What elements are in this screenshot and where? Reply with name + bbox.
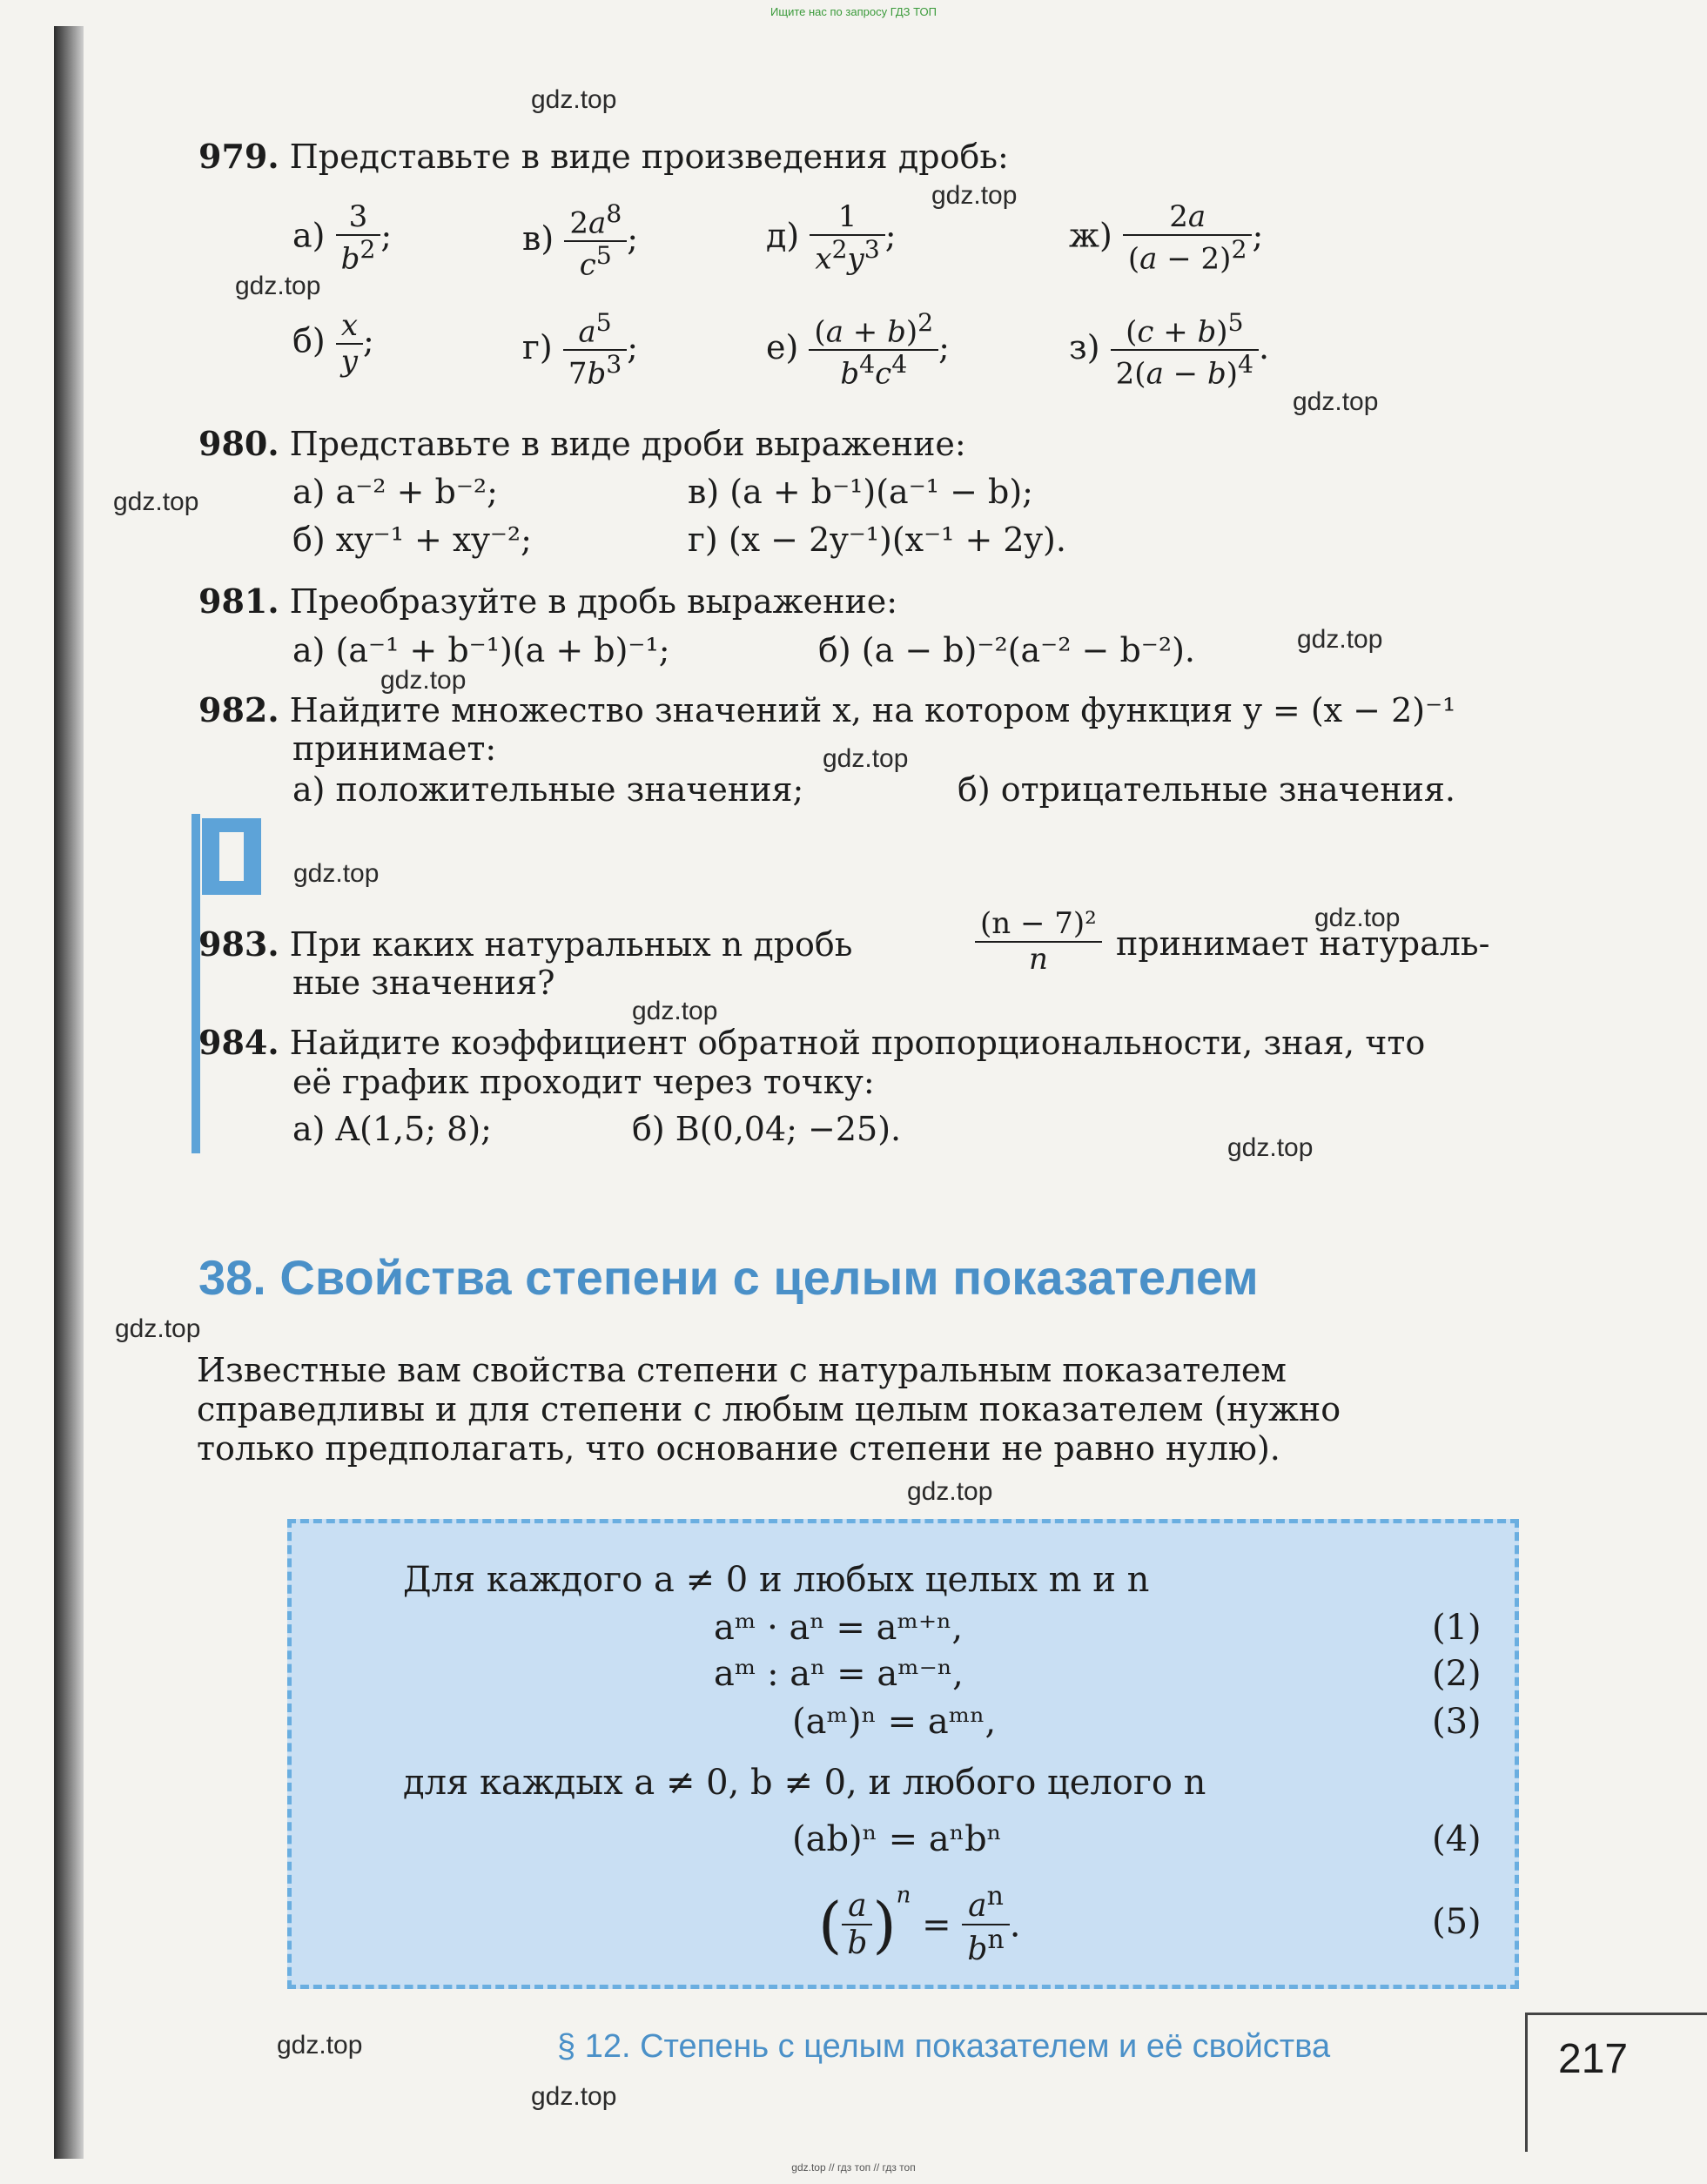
exercise-983-title: 983. При каких натуральных n дробь [198, 924, 853, 964]
ex982-a: а) положительные значения; [292, 770, 804, 809]
formula-1-number: (1) [1432, 1608, 1482, 1648]
box-lead-2: для каждых a ≠ 0, b ≠ 0, и любого целого n [403, 1763, 1206, 1803]
ex984-a: а) A(1,5; 8); [292, 1110, 492, 1148]
top-note: Ищите нас по запросу ГДЗ ТОП [770, 5, 937, 18]
watermark: gdz.top [531, 85, 617, 114]
fraction: $\frac{2a}{(a - 2)^2}$ [1123, 200, 1253, 277]
exercise-981-title: 981. Преобразуйте в дробь выражение: [198, 581, 898, 621]
ex980-b: б) xy⁻¹ + xy⁻²; [292, 521, 532, 559]
watermark: gdz.top [531, 2082, 617, 2111]
ex983-text2: ные значения? [292, 964, 555, 1002]
footer-rule-vertical [1525, 2013, 1528, 2152]
ex979-g: г) $\frac{a^5}{7b^3}$ ; [522, 308, 639, 392]
ex979-b: б) $\frac{x}{y}$ ; [292, 308, 374, 380]
section-heading: 38. Свойства степени с целым показателем [198, 1250, 1259, 1305]
exercise-979-title: 979. Представьте в виде произведения дробь: [198, 137, 1009, 176]
ex980-v: в) (a + b⁻¹)(a⁻¹ − b); [688, 473, 1033, 511]
watermark: gdz.top [113, 487, 199, 516]
formula-3-number: (3) [1432, 1702, 1482, 1742]
watermark: gdz.top [235, 272, 321, 300]
watermark: gdz.top [1297, 625, 1383, 654]
formula-4: (ab)ⁿ = aⁿbⁿ [792, 1819, 1002, 1859]
footer-rule [1528, 2013, 1707, 2015]
ex983-fraction: $\frac{\text{(n − 7)²}}{n}$ [975, 907, 1102, 977]
ex984-text2: её график проходит через точку: [292, 1063, 875, 1101]
ex979-a: а) $\frac{3}{b^2}$ ; [292, 199, 393, 277]
exercise-group-bar [192, 814, 200, 1153]
fraction: $\frac{(a + b)^2}{b^4c^4}$ [809, 309, 938, 392]
fraction: $\frac{2a^8}{c^5}$ [564, 200, 627, 283]
bottom-note: gdz.top // гдз топ // гдз топ [791, 2161, 916, 2174]
formula-4-number: (4) [1432, 1819, 1482, 1859]
fraction: $\frac{a^5}{7b^3}$ [563, 309, 627, 392]
book-spine-shadow [54, 26, 84, 2159]
formula-5-number: (5) [1432, 1902, 1482, 1942]
ex980-a: а) a⁻² + b⁻²; [292, 473, 498, 511]
watermark: gdz.top [1227, 1133, 1314, 1162]
watermark: gdz.top [1293, 387, 1379, 416]
box-lead-1: Для каждого a ≠ 0 и любых целых m и n [403, 1560, 1150, 1600]
ex983-text-after: принимает натураль- [1116, 924, 1490, 963]
page-number: 217 [1558, 2036, 1629, 2082]
intro-line-2: справедливы и для степени с любым целым показателем (нужно [197, 1390, 1341, 1428]
watermark: gdz.top [380, 666, 467, 695]
fraction: $\frac{x}{y}$ [336, 309, 363, 379]
watermark: gdz.top [115, 1314, 201, 1343]
watermark: gdz.top [277, 2031, 363, 2060]
ex979-z: з) $\frac{(c + b)^5}{2(a - b)^4}$ . [1069, 308, 1270, 392]
formula-5: ( $\frac{a}{b}$ )$^n$ = $\frac{a^n}{b^n}$ . [818, 1881, 1021, 1968]
watermark: gdz.top [632, 997, 718, 1025]
intro-line-3: только предполагать, что основание степени не равно нулю). [197, 1429, 1280, 1468]
exercise-984-title: 984. Найдите коэффициент обратной пропорциональности, зная, что [198, 1023, 1426, 1062]
ex981-a: а) (a⁻¹ + b⁻¹)(a + b)⁻¹; [292, 631, 670, 669]
fraction: $\frac{(c + b)^5}{2(a - b)^4}$ [1111, 309, 1259, 392]
ex984-b: б) B(0,04; −25). [632, 1110, 902, 1148]
footer-chapter-title: § 12. Степень с целым показателем и её свойства [557, 2028, 1331, 2065]
exercise-980-title: 980. Представьте в виде дроби выражение: [198, 424, 966, 463]
fraction: $\frac{3}{b^2}$ [336, 200, 381, 277]
ex979-d: д) $\frac{1}{x^2y^3}$ ; [766, 199, 897, 277]
ex979-e: е) $\frac{(a + b)^2}{b^4c^4}$ ; [766, 308, 950, 392]
difficulty-marker-icon [202, 818, 261, 895]
formula-3: (aᵐ)ⁿ = aᵐⁿ, [792, 1702, 997, 1742]
watermark: gdz.top [907, 1477, 993, 1506]
ex979-v: в) $\frac{2a^8}{c^5}$ ; [522, 199, 639, 283]
exercise-982-title: 982. Найдите множество значений x, на котором функция y = (x − 2)⁻¹ [198, 690, 1456, 729]
fraction: $\frac{1}{x^2y^3}$ [810, 200, 884, 277]
ex981-b: б) (a − b)⁻²(a⁻² − b⁻²). [818, 631, 1195, 669]
formula-1: aᵐ · aⁿ = aᵐ⁺ⁿ, [714, 1608, 964, 1648]
watermark: gdz.top [1314, 904, 1401, 932]
ex982-text2: принимает: [292, 729, 497, 768]
ex979-zh: ж) $\frac{2a}{(a - 2)^2}$ ; [1069, 199, 1264, 277]
ex980-g: г) (x − 2y⁻¹)(x⁻¹ + 2y). [688, 521, 1066, 559]
formula-2: aᵐ : aⁿ = aᵐ⁻ⁿ, [714, 1654, 964, 1694]
watermark: gdz.top [823, 744, 909, 773]
intro-line-1: Известные вам свойства степени с натуральным показателем [197, 1351, 1287, 1389]
formula-2-number: (2) [1432, 1654, 1482, 1694]
ex982-b: б) отрицательные значения. [958, 770, 1455, 809]
watermark: gdz.top [931, 181, 1018, 210]
watermark: gdz.top [293, 859, 380, 888]
